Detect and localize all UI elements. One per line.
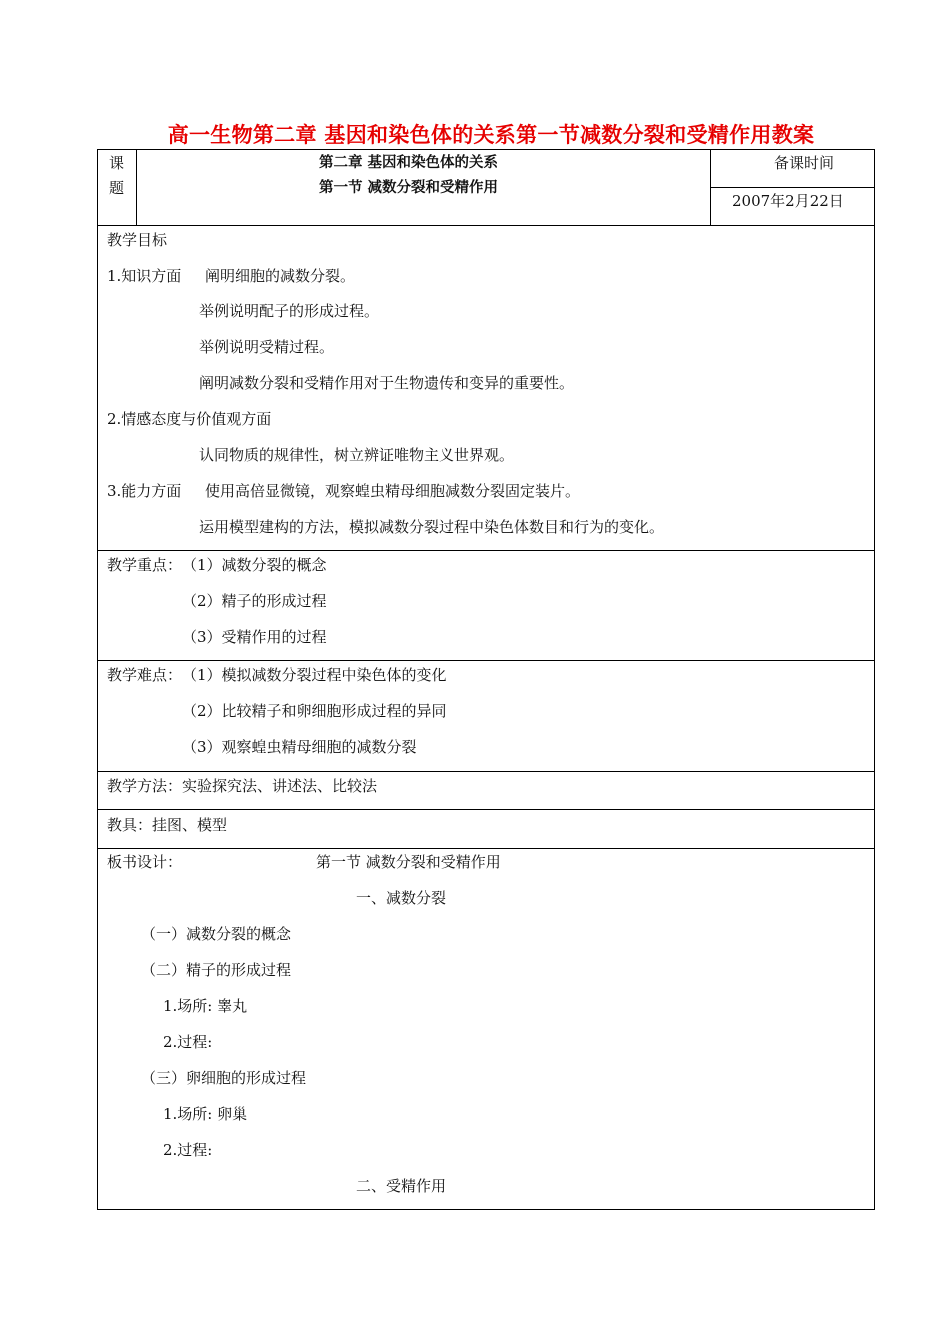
objective-item: 举例说明受精过程。 — [199, 338, 335, 356]
table-border-top — [97, 149, 875, 150]
board-sub-heading: （二）精子的形成过程 — [141, 961, 292, 979]
chapter-title: 第二章 基因和染色体的关系 — [319, 155, 499, 171]
header-divider-1 — [136, 149, 137, 225]
table-border-right — [874, 149, 875, 1210]
board-detail: 1.场所: 睾丸 — [163, 997, 248, 1015]
objective-item: 运用模型建构的方法，模拟减数分裂过程中染色体数目和行为的变化。 — [199, 518, 665, 536]
prep-date: 2007年2月22日 — [732, 192, 844, 210]
row-separator — [97, 225, 875, 226]
objective-item: 使用高倍显微镜，观察蝗虫精母细胞减数分裂固定装片。 — [205, 482, 581, 500]
document-title: 高一生物第二章 基因和染色体的关系第一节减数分裂和受精作用教案 — [167, 123, 815, 147]
lesson-label: 课 — [109, 154, 125, 172]
teaching-methods: 教学方法：实验探究法、讲述法、比较法 — [107, 777, 378, 795]
emotion-label: 2.情感态度与价值观方面 — [107, 410, 272, 428]
prep-time-label: 备课时间 — [774, 154, 835, 172]
header-divider-3 — [710, 187, 875, 188]
objective-item: 认同物质的规律性，树立辨证唯物主义世界观。 — [199, 446, 515, 464]
knowledge-label: 1.知识方面 — [107, 267, 182, 285]
difficulty-item: （2）比较精子和卵细胞形成过程的异同 — [182, 702, 447, 720]
difficulty-item: （3）观察蝗虫精母细胞的减数分裂 — [182, 738, 417, 756]
board-detail: 1.场所: 卵巢 — [163, 1105, 248, 1123]
board-sub-heading: （一）减数分裂的概念 — [141, 925, 292, 943]
lesson-plan-table — [97, 149, 875, 1209]
ability-label: 3.能力方面 — [107, 482, 182, 500]
board-part-heading: 二、受精作用 — [356, 1177, 447, 1195]
objective-item: 阐明减数分裂和受精作用对于生物遗传和变异的重要性。 — [199, 374, 575, 392]
lesson-label: 题 — [109, 179, 125, 197]
board-part-heading: 一、减数分裂 — [356, 889, 447, 907]
board-sub-heading: （三）卵细胞的形成过程 — [141, 1069, 307, 1087]
teaching-tools: 教具：挂图、模型 — [107, 816, 228, 834]
section-title: 第一节 减数分裂和受精作用 — [319, 180, 499, 196]
table-border-bottom — [97, 1209, 875, 1210]
board-detail: 2.过程: — [163, 1141, 213, 1159]
difficulty-item: （1）模拟减数分裂过程中染色体的变化 — [182, 666, 447, 684]
board-detail: 2.过程: — [163, 1033, 213, 1051]
table-border-left — [97, 149, 98, 1210]
board-title: 第一节 减数分裂和受精作用 — [316, 853, 501, 871]
key-point-item: （1）减数分裂的概念 — [182, 556, 327, 574]
row-separator — [97, 848, 875, 849]
row-separator — [97, 660, 875, 661]
key-point-item: （2）精子的形成过程 — [182, 592, 327, 610]
difficulties-label: 教学难点： — [107, 666, 183, 684]
key-point-item: （3）受精作用的过程 — [182, 628, 327, 646]
board-label: 板书设计： — [107, 853, 183, 871]
key-points-label: 教学重点： — [107, 556, 183, 574]
row-separator — [97, 550, 875, 551]
row-separator — [97, 809, 875, 810]
objective-item: 举例说明配子的形成过程。 — [199, 302, 380, 320]
row-separator — [97, 771, 875, 772]
objectives-heading: 教学目标 — [107, 231, 168, 249]
objective-item: 阐明细胞的减数分裂。 — [205, 267, 356, 285]
